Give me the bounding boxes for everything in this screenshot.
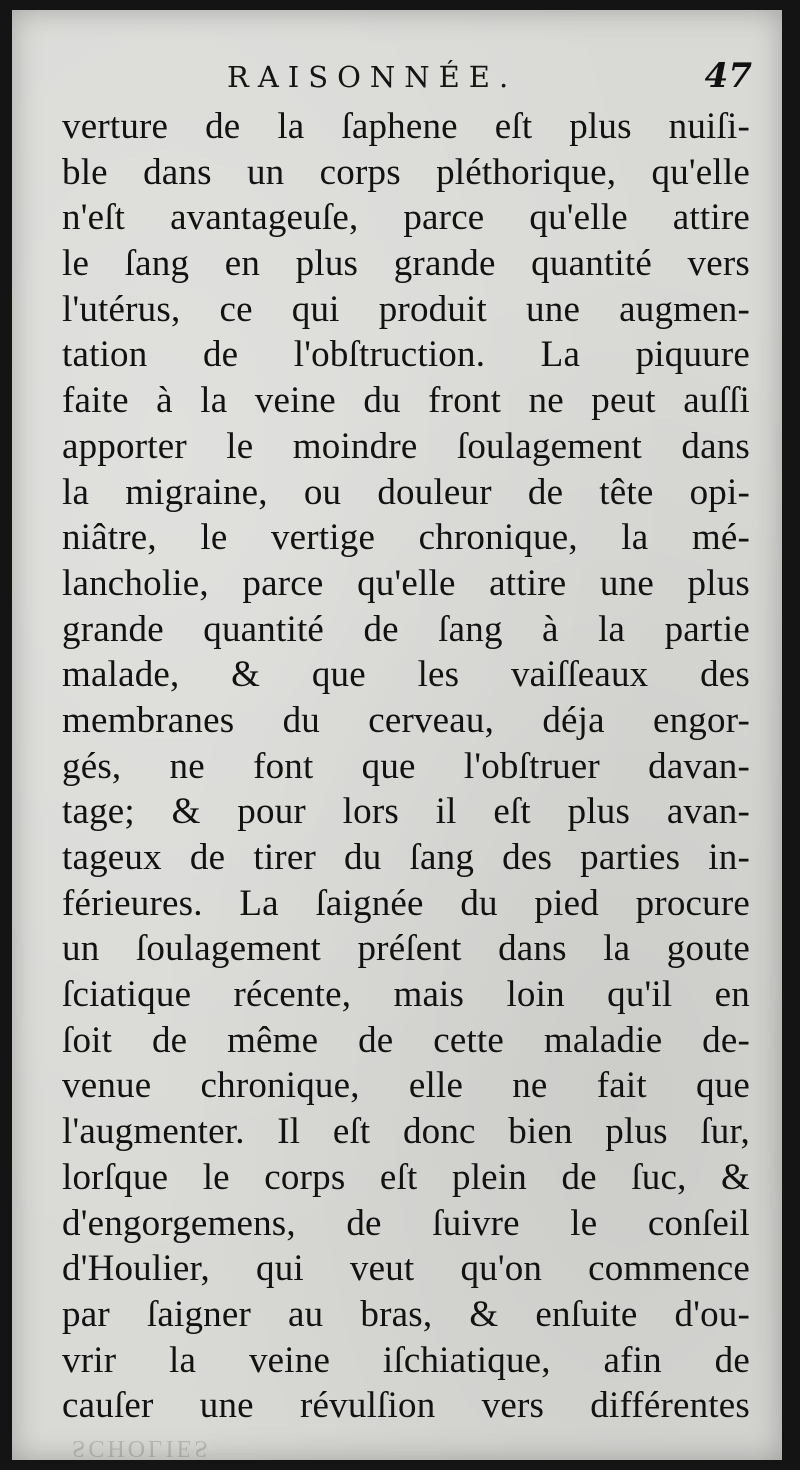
- text-line: d'Houlier, qui veut qu'on commence: [62, 1248, 750, 1290]
- text-line: ſciatique récente, mais loin qu'il en: [62, 974, 750, 1016]
- text-line: n'eſt avantageuſe, parce qu'elle attire: [62, 197, 750, 239]
- text-line: gés, ne font que l'obſtruer davan-: [62, 745, 750, 787]
- text-line: verture de la ſaphene eſt plus nuiſi-: [62, 106, 750, 147]
- text-line: apporter le moindre ſoulagement dans: [62, 425, 750, 467]
- text-line: d'engorgemens, de ſuivre le conſeil: [62, 1202, 750, 1244]
- running-head: RAISONNÉE.: [227, 60, 518, 94]
- text-line: l'augmenter. Il eſt donc bien plus ſur,: [62, 1111, 750, 1153]
- text-line: férieures. La ſaignée du pied procure: [62, 882, 750, 924]
- text-line: venue chronique, elle ne fait que: [62, 1065, 750, 1107]
- book-page: [12, 10, 782, 1460]
- text-line: grande quantité de ſang à la partie: [62, 608, 750, 650]
- bleed-through-text: SCHOLIES: [72, 1435, 211, 1461]
- page-number: 47: [704, 56, 752, 96]
- text-line: l'utérus, ce qui produit une augmen-: [62, 288, 750, 330]
- text-line: tation de l'obſtruction. La piquure: [62, 334, 750, 376]
- text-line: malade, & que les vaiſſeaux des: [62, 654, 750, 696]
- text-line: ble dans un corps pléthorique, qu'elle: [62, 151, 750, 193]
- text-line: le ſang en plus grande quantité vers: [62, 243, 750, 285]
- text-line: tageux de tirer du ſang des parties in-: [62, 837, 750, 878]
- page-header: [62, 56, 752, 106]
- text-line: membranes du cerveau, déja engor-: [62, 699, 750, 741]
- text-line: cauſer une révulſion vers différentes: [62, 1385, 750, 1427]
- text-line: ſoit de même de cette maladie de-: [62, 1019, 750, 1061]
- text-line: lancholie, parce qu'elle attire une plus: [62, 562, 750, 604]
- text-line: par ſaigner au bras, & enſuite d'ou-: [62, 1293, 750, 1335]
- text-line: tage; & pour lors il eſt plus avan-: [62, 791, 750, 833]
- text-line: faite à la veine du front ne peut auſſi: [62, 380, 750, 422]
- text-line: un ſoulagement préſent dans la goute: [62, 928, 750, 970]
- text-line: niâtre, le vertige chronique, la mé-: [62, 517, 750, 559]
- text-line: vrir la veine iſchiatique, afin de: [62, 1339, 750, 1381]
- text-line: la migraine, ou douleur de tête opi-: [62, 471, 750, 513]
- body-text: [62, 104, 750, 1429]
- text-line: lorſque le corps eſt plein de ſuc, &: [62, 1156, 750, 1198]
